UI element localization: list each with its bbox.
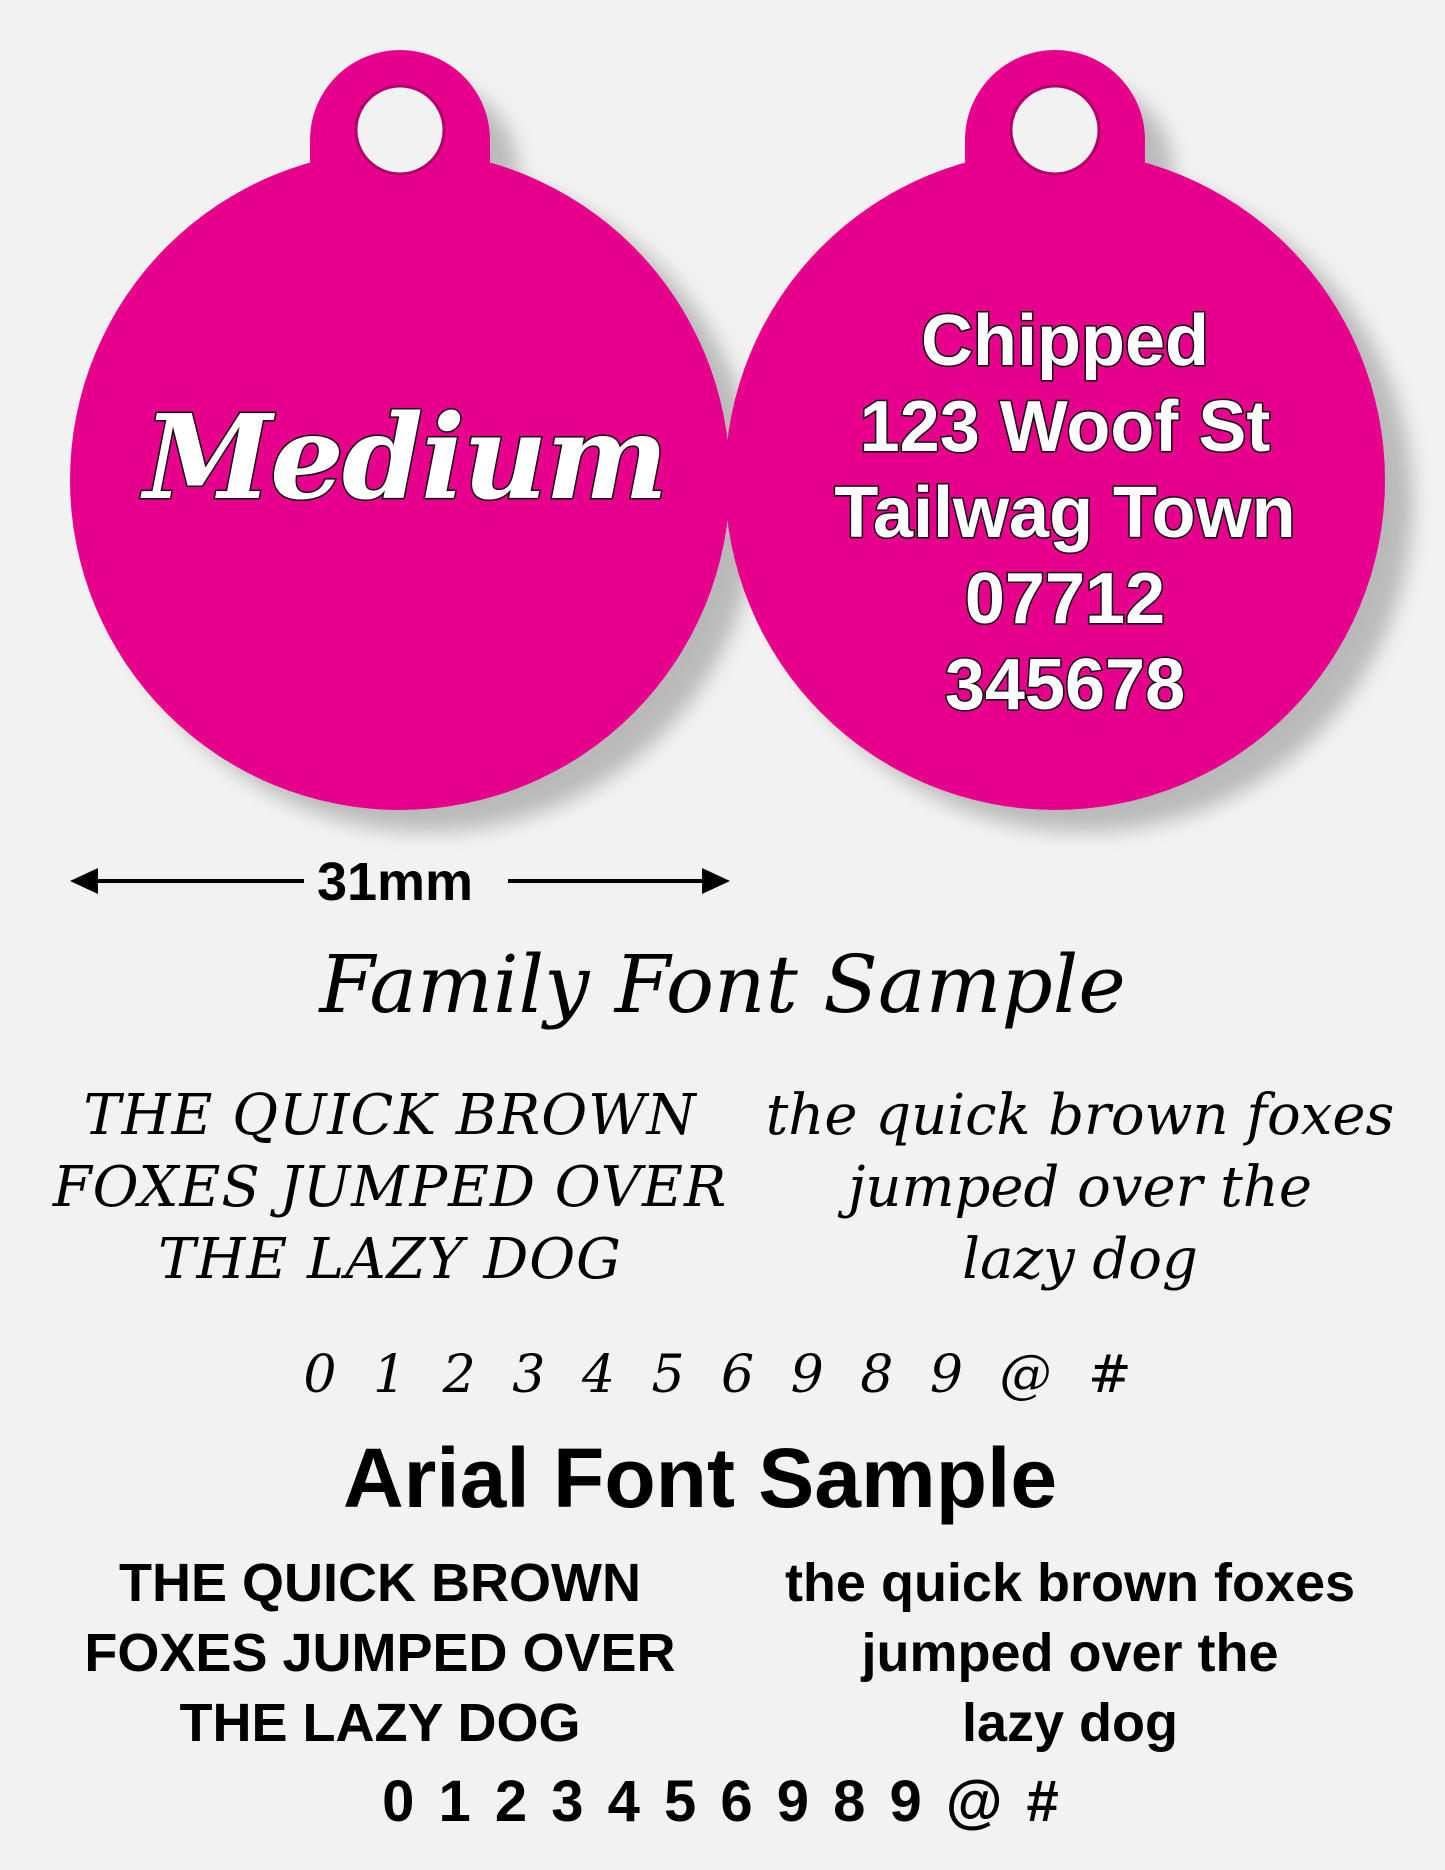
sample-line: THE LAZY DOG <box>158 1227 622 1292</box>
back-tag-text <box>715 298 1415 728</box>
sample-line: the quick brown foxes <box>784 1553 1356 1613</box>
dimension-line-right <box>508 879 708 883</box>
family-digits-sample: 0 1 2 3 4 5 6 9 8 9 @ # <box>303 1345 1142 1405</box>
sample-line: jumped over the <box>861 1623 1279 1683</box>
front-tag-name: Medium <box>143 390 667 526</box>
back-tag-line: Tailwag Town <box>834 473 1296 553</box>
back-tag-line: 07712 <box>964 559 1166 639</box>
family-uppercase-sample <box>20 1080 760 1296</box>
family-lowercase-sample <box>740 1080 1420 1296</box>
sample-line: lazy dog <box>961 1693 1179 1753</box>
arial-uppercase-sample <box>20 1548 740 1758</box>
sample-line: THE QUICK BROWN <box>119 1553 641 1613</box>
sample-line: FOXES JUMPED OVER <box>84 1623 676 1683</box>
front-tag <box>60 30 750 830</box>
arial-lowercase-sample <box>720 1548 1420 1758</box>
back-tag-line: Chipped <box>921 301 1209 381</box>
size-dimension <box>70 852 730 912</box>
sample-line: the quick brown foxes <box>765 1083 1395 1148</box>
arial-digits-sample: 0 1 2 3 4 5 6 9 8 9 @ # <box>382 1769 1063 1834</box>
arrow-right-icon <box>702 868 730 894</box>
family-font-heading: Family Font Sample <box>319 938 1126 1031</box>
back-tag-line: 123 Woof St <box>859 387 1271 467</box>
dimension-label: 31mm <box>316 852 474 912</box>
dimension-line-left <box>94 879 304 883</box>
back-tag-line: 345678 <box>944 645 1186 725</box>
sample-line: jumped over the <box>848 1155 1312 1220</box>
arial-font-heading: Arial Font Sample <box>342 1431 1058 1525</box>
sample-line: lazy dog <box>962 1227 1198 1292</box>
sample-line: THE QUICK BROWN <box>83 1083 697 1148</box>
sample-line: FOXES JUMPED OVER <box>52 1155 728 1220</box>
back-tag <box>715 30 1415 880</box>
sample-line: THE LAZY DOG <box>179 1693 581 1753</box>
